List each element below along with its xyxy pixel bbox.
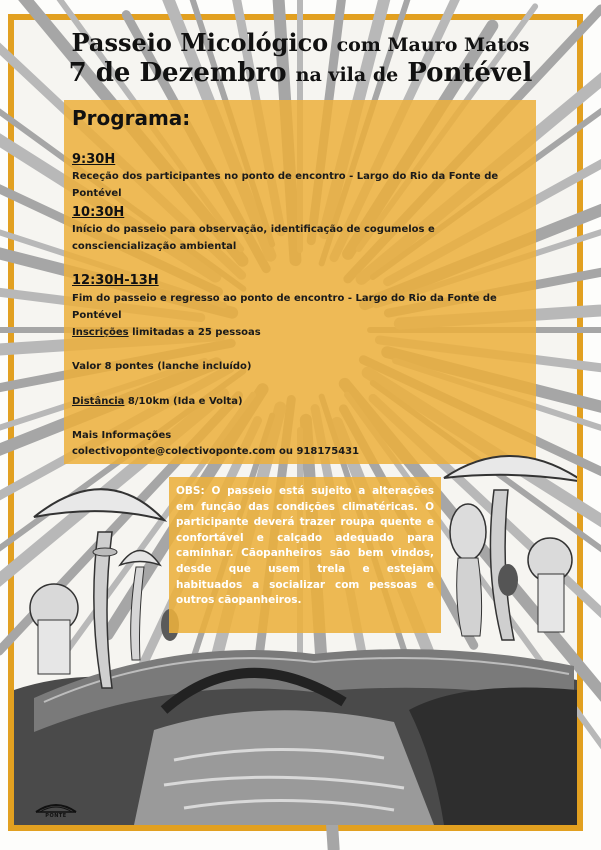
title-place: Pontével [407, 58, 533, 88]
distancia-text: 8/10km (Ida e Volta) [127, 396, 243, 407]
title-connector: na vila de [295, 64, 399, 86]
title-line-2 [0, 58, 601, 88]
obs-text: OBS: O passeio está sujeito a alterações em função das condições climatéricas. O participante deverá trazer roupa quente e confortável e calçado adequado para caminhar. Cãopanheiros são bem vindos, desde que usem trela e estejam habituados a socializar com pessoas e outros cãopanheiros. [176, 485, 434, 607]
inscricoes-line [72, 324, 532, 341]
obs-panel [169, 477, 441, 633]
distancia-label: Distância [72, 396, 125, 407]
title-guide: com Mauro Matos [336, 34, 530, 56]
title-line-1 [0, 28, 601, 57]
distancia-line [72, 393, 532, 410]
info-label: Mais Informações [72, 430, 172, 441]
inscricoes-label: Inscrições [72, 327, 129, 338]
title-event: Passeio Micológico [71, 28, 329, 57]
schedule-time-2: 10:30H [72, 205, 125, 220]
valor-line: Valor 8 pontes (lanche incluído) [72, 361, 252, 372]
programa-heading: Programa: [72, 106, 191, 130]
schedule-text-2: Início do passeio para observação, identificação de cogumelos e consciencialização ambiental [72, 224, 435, 252]
inscricoes-text: limitadas a 25 pessoas [132, 327, 261, 338]
programa-panel [64, 100, 536, 464]
schedule-time-3: 12:30H-13H [72, 273, 159, 288]
schedule-text-1: Receção dos participantes no ponto de encontro - Largo do Rio da Fonte de Pontével [72, 171, 499, 199]
info-contact: colectivoponte@colectivoponte.com ou 918175431 [72, 446, 360, 457]
schedule-text-3: Fim do passeio e regresso ao ponto de encontro - Largo do Rio da Fonte de Pontével [72, 293, 497, 321]
title-date: 7 de Dezembro [68, 58, 287, 88]
schedule-time-1: 9:30H [72, 152, 116, 167]
logo-wordmark: PONTE [45, 813, 67, 819]
